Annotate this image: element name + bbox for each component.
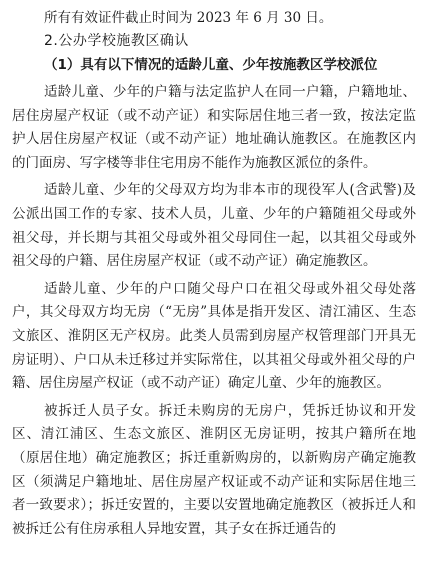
subsection-heading: （1）具有以下情况的适龄儿童、少年按施教区学校派位: [44, 57, 378, 73]
paragraph-4: 被拆迁人员子女。拆迁未购房的无房户，凭拆迁协议和开发区、清江浦区、生态文旅区、淮阴区无房证明，按其户籍所在地（原居住地）确定施教区；拆迁重新购房的，以新购房产确定施教区（须满足户籍地址、居住房屋产权证或不动产证和实际居住地三者一致要求）；拆迁安置的，主要以安置地确定施教区（被拆迁人和被拆迁公有住房承租人异地安置，其子女在拆迁通告的: [12, 402, 416, 537]
paragraph-2: 适龄儿童、少年的父母双方均为非本市的现役军人(含武警)及公派出国工作的专家、技术人员，儿童、少年的户籍随祖父母或外祖父母，并长期与其祖父母或外祖父母同住一起，以其祖父母或外祖父母的户籍、居住房屋产权证（或不动产证）确定施教区。: [12, 182, 416, 270]
paragraph-3: 适龄儿童、少年的户口随父母户口在祖父母或外祖父母处落户，其父母双方均无房（“无房”具体是指开发区、清江浦区、生态文旅区、淮阴区无产权房。此类人员需到房屋产权管理部门开具无房证明）、户口从未迁移过并实际常住，以其祖父母或外祖父母的户籍、居住房屋产权证（或不动产证）确定儿童、少年的施教区。: [12, 280, 416, 392]
section-heading: 2.公办学校施教区确认: [44, 33, 189, 49]
intro-line: 所有有效证件截止时间为 2023 年 6 月 30 日。: [44, 10, 333, 26]
paragraph-1: 适龄儿童、少年的户籍与法定监护人在同一户籍，户籍地址、居住房屋产权证（或不动产证）和实际居住地三者一致，按法定监护人居住房屋产权证（或不动产证）地址确认施教区。在施教区内的门面房、写字楼等非住宅用房不能作为施教区派位的条件。: [12, 84, 416, 171]
